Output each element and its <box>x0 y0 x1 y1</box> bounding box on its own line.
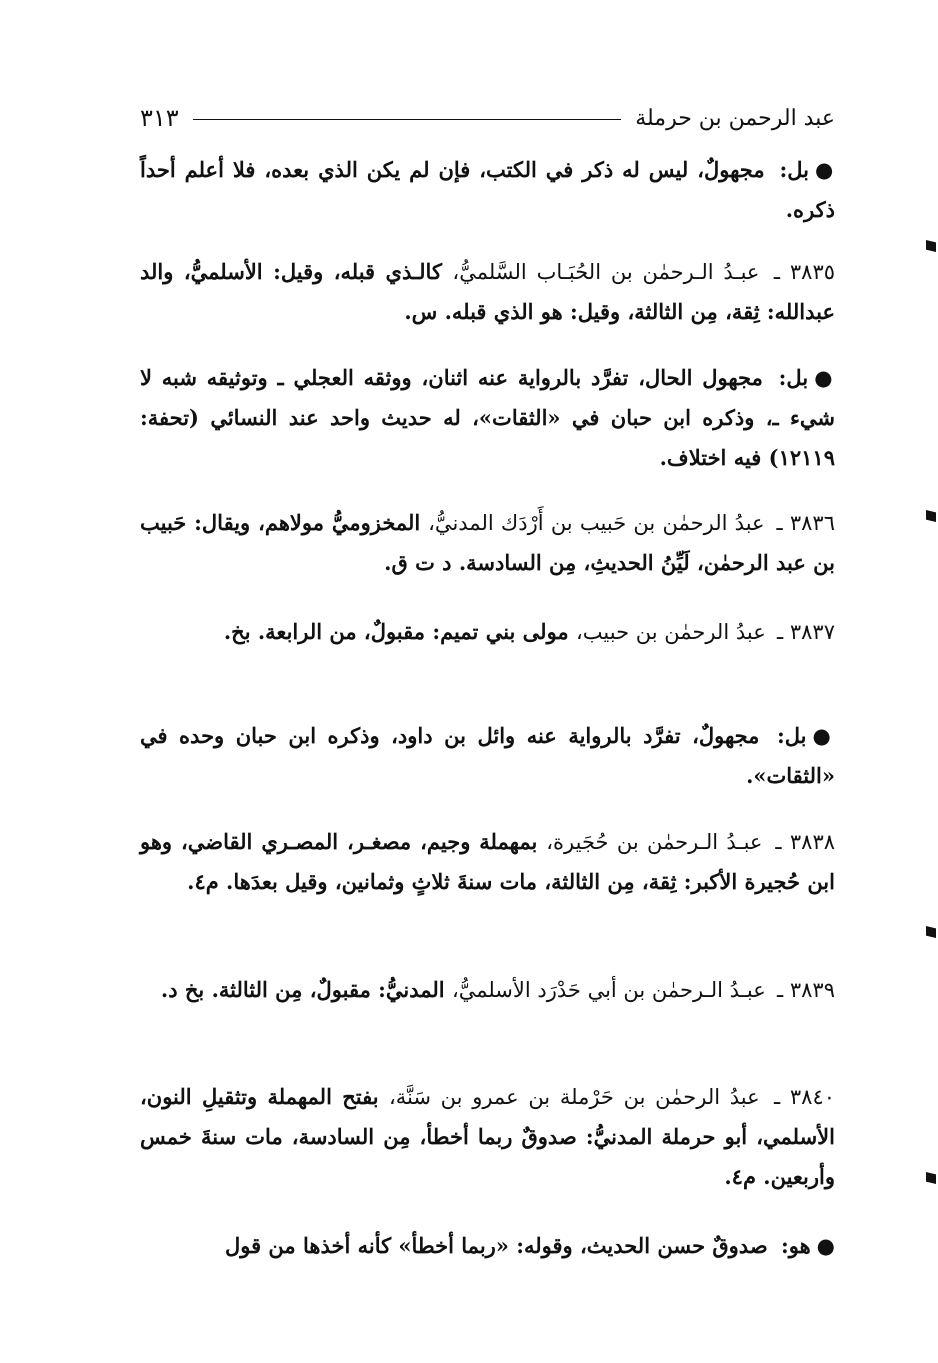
entry-number: ٣٨٣٧ ـ <box>777 620 835 644</box>
page-number: ٣١٣ <box>140 104 179 132</box>
header-rule <box>193 119 622 120</box>
commentary-note <box>140 716 835 796</box>
entry-number: ٣٨٤٠ ـ <box>774 1085 836 1109</box>
entry-text: مولى بني تميم: مقبولٌ، من الرابعة. بخ. <box>223 619 569 644</box>
margin-mark <box>926 926 936 938</box>
entry-text: كالـذي قبله، وقيل: الأسلميُّ، والد عبدالله: ثِقة، مِن الثالثة، وقيل: هو الذي قبله. س. <box>140 259 835 324</box>
entry-name: عبـدُ الـرحمٰن بن الحُبَـاب السَّلميُّ، <box>452 260 760 284</box>
note-text: صدوقٌ حسن الحديث، وقوله: «ربما أخطأ» كأنه أخذها من قول <box>224 1233 768 1258</box>
entry-name: عبدُ الرحمٰن بن حَبيب بن أَرْدَك المدنيُّ، <box>428 511 765 535</box>
biography-entry <box>140 822 835 902</box>
entry-number: ٣٨٣٦ ـ <box>776 511 835 535</box>
note-text: مجهولٌ، تفرَّد بالرواية عنه وائل بن داود، وذكره ابن حبان وحده في «الثقات». <box>140 723 835 788</box>
biography-entry <box>140 503 835 583</box>
commentary-note <box>140 150 835 230</box>
entry-name: عبدُ الرحمٰن بن حبيب، <box>576 620 766 644</box>
note-label: بل: <box>779 157 810 182</box>
margin-mark <box>926 240 936 252</box>
biography-entry <box>140 970 835 1010</box>
commentary-note <box>140 1226 835 1266</box>
note-label: بل: <box>776 723 807 748</box>
entry-name: عبـدُ الـرحمٰن بن أبي حَدْرَد الأسلميُّ، <box>451 978 766 1002</box>
entry-name: عبـدُ الـرحمٰن بن حُجَيرة، <box>546 830 763 854</box>
bullet-icon: ● <box>816 1233 835 1258</box>
bullet-icon: ● <box>812 723 835 748</box>
header-title: عبد الرحمن بن حرملة <box>635 105 835 131</box>
commentary-note <box>140 358 835 478</box>
margin-mark <box>926 510 936 522</box>
biography-entry <box>140 612 835 652</box>
note-label: هو: <box>780 1233 811 1258</box>
entry-number: ٣٨٣٩ ـ <box>777 978 835 1002</box>
entry-text: المدنيُّ: مقبولٌ، مِن الثالثة. بخ د. <box>160 977 445 1002</box>
entry-number: ٣٨٣٨ ـ <box>775 830 836 854</box>
entry-name: عبدُ الرحمٰن بن حَرْملة بن عمرو بن سَنَّة، <box>388 1085 760 1109</box>
running-header <box>140 100 835 136</box>
bullet-icon: ● <box>815 157 836 182</box>
entry-text: بمهملة وجيم، مصغـر، المصـري القاضي، وهو ابن حُجيرة الأكبر: ثِقة، مِن الثالثة، مات سنةَ ثلاثٍ وثمانين، وقيل بعدَها. م٤. <box>140 829 835 894</box>
entry-text: المخزوميُّ مولاهم، ويقال: حَبيب بن عبد الرحمٰن، لَيِّنُ الحديثِ، مِن السادسة. د ت ق. <box>140 510 835 575</box>
note-text: مجهول الحال، تفرَّد بالرواية عنه اثنان، ووثقه العجلي ـ وتوثيقه شبه لا شيء ـ، وذكره ابن حبان في «الثقات»، له حديث واحد عند النسائي (تحفة: ١٢١١٩) فيه اختلاف. <box>140 365 835 470</box>
biography-entry <box>140 1077 835 1197</box>
note-label: بل: <box>778 365 809 390</box>
entry-number: ٣٨٣٥ ـ <box>773 260 836 284</box>
bullet-icon: ● <box>814 365 836 390</box>
biography-entry <box>140 252 835 332</box>
margin-mark <box>926 1172 936 1184</box>
entry-text: بفتح المهملة وتثقيلِ النون، الأسلمي، أبو حرملة المدنيُّ: صدوقٌ ربما أخطأ، مِن السادسة، مات سنةَ خمس وأربعين. م٤. <box>140 1084 835 1189</box>
note-text: مجهولٌ، ليس له ذكر في الكتب، فإن لم يكن الذي بعده، فلا أعلم أحداً ذكره. <box>140 157 835 222</box>
